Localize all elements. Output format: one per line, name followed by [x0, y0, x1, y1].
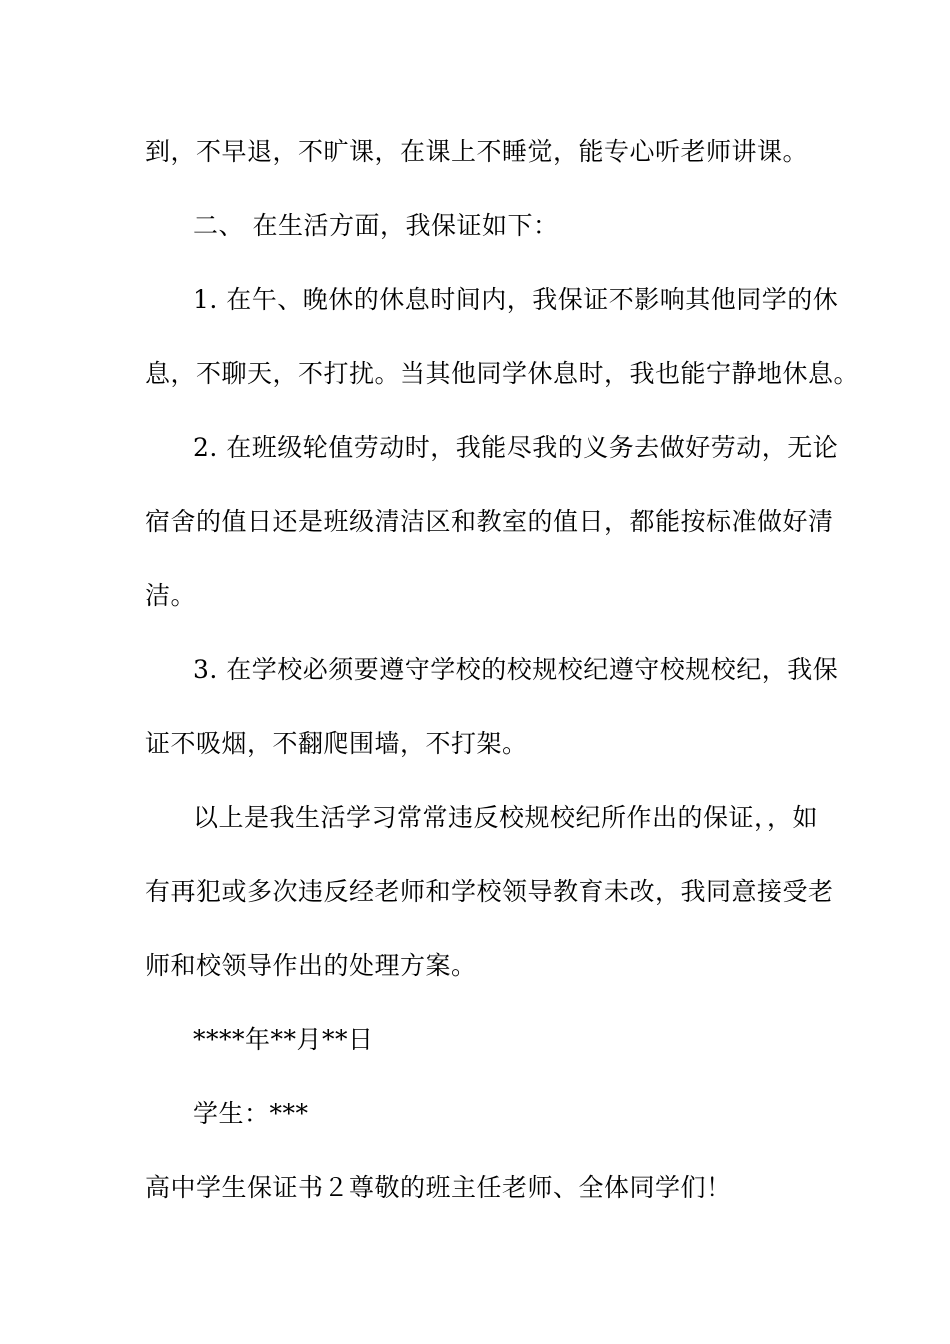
paragraph-line: 以上是我生活学习常常违反校规校纪所作出的保证，，如 — [193, 803, 819, 832]
paragraph-line: 有再犯或多次违反经老师和学校领导教育未改，我同意接受老 — [145, 877, 834, 906]
section-heading: 二、 在生活方面，我保证如下： — [193, 211, 559, 240]
paragraph-line: 洁。 — [145, 581, 197, 610]
paragraph-line: 师和校领导作出的处理方案。 — [145, 951, 477, 980]
paragraph-line: 息，不聊天，不打扰。当其他同学休息时，我也能宁静地休息。 — [145, 359, 860, 388]
paragraph-line: 证不吸烟，不翻爬围墙，不打架。 — [145, 729, 528, 758]
paragraph-line: 2. 在班级轮值劳动时，我能尽我的义务去做好劳动，无论 — [193, 433, 839, 462]
paragraph-line: 到，不早退，不旷课，在课上不睡觉，能专心听老师讲课。 — [145, 137, 809, 166]
paragraph-line: 1. 在午、晚休的休息时间内，我保证不影响其他同学的休 — [193, 285, 839, 314]
date-line: ****年**月**日 — [193, 1025, 374, 1054]
next-document-title: 高中学生保证书２尊敬的班主任老师、全体同学们！ — [145, 1173, 732, 1202]
paragraph-line: 3. 在学校必须要遵守学校的校规校纪遵守校规校纪，我保 — [193, 655, 839, 684]
paragraph-line: 宿舍的值日还是班级清洁区和教室的值日，都能按标准做好清 — [145, 507, 834, 536]
signature-line: 学生：*** — [193, 1099, 309, 1128]
